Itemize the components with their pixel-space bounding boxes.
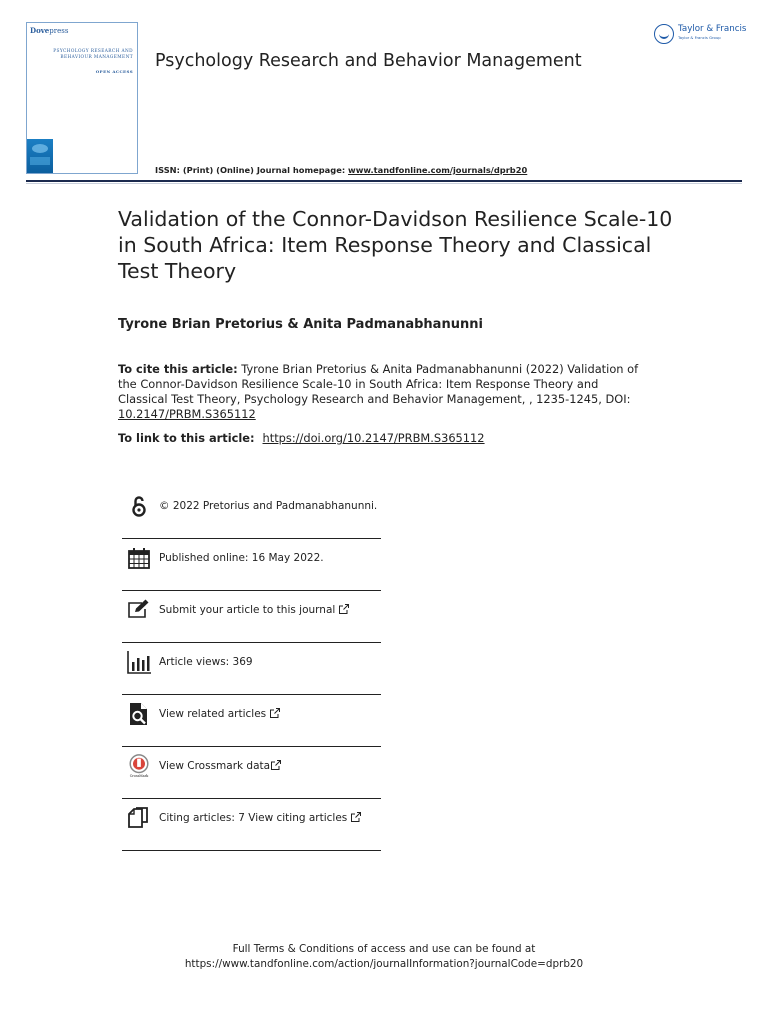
header-rule — [26, 180, 742, 182]
cover-brand: Dovepress — [30, 26, 69, 35]
external-link-icon — [339, 604, 349, 614]
cite-text: Tyrone Brian Pretorius & Anita Padmanabhanunni (2022) Validation of the Connor-Davidson Resilience Scale-10 in South Africa: Item Response Theory and Classical Test Theory, Psychology Research and Behavior Management, , 1235-1245, DOI: — [118, 362, 639, 406]
footer-line-1: Full Terms & Conditions of access and use can be found at — [232, 943, 536, 955]
issn-line: ISSN: (Print) (Online) Journal homepage: www.tandfonline.com/journals/dprb20 — [155, 165, 528, 175]
bar-chart-icon — [127, 650, 151, 674]
info-row-published — [122, 539, 381, 591]
link-line — [118, 431, 485, 445]
crossmark-link[interactable]: View Crossmark data — [159, 760, 281, 772]
footer-terms — [0, 942, 768, 971]
cover-open-access: OPEN ACCESS — [95, 69, 133, 74]
related-articles-link[interactable]: View related articles — [159, 708, 280, 720]
info-row-related[interactable] — [122, 695, 381, 747]
external-link-icon — [351, 812, 361, 822]
article-title: Validation of the Connor-Davidson Resilience Scale-10 in South Africa: Item Response Theory and Classical Test Theory — [118, 207, 673, 283]
cite-label: To cite this article: — [118, 362, 238, 376]
article-info-list — [122, 487, 381, 851]
open-access-icon — [127, 494, 151, 518]
article-views: Article views: 369 — [159, 656, 253, 668]
journal-homepage-link[interactable]: www.tandfonline.com/journals/dprb20 — [348, 165, 528, 175]
published-date: Published online: 16 May 2022. — [159, 552, 324, 564]
publisher-name: Taylor & Francis — [678, 24, 747, 34]
cover-artwork — [27, 139, 53, 173]
external-link-icon — [271, 760, 281, 770]
copyright-text: © 2022 Pretorius and Padmanabhanunni. — [159, 500, 378, 512]
publisher-group: Taylor & Francis Group — [678, 35, 721, 40]
citation-block — [118, 362, 648, 422]
info-row-citing[interactable] — [122, 799, 381, 851]
external-link-icon — [270, 708, 280, 718]
submit-article-link[interactable]: Submit your article to this journal — [159, 604, 349, 616]
related-search-icon — [127, 702, 151, 726]
journal-cover — [26, 22, 138, 174]
edit-icon — [127, 598, 151, 622]
calendar-icon — [127, 546, 151, 570]
crossmark-icon — [127, 754, 151, 778]
crossmark-caption: CrossMark — [129, 774, 149, 778]
info-row-submit[interactable] — [122, 591, 381, 643]
footer-terms-url[interactable]: https://www.tandfonline.com/action/journalInformation?journalCode=dprb20 — [184, 957, 584, 970]
doi-link[interactable]: https://doi.org/10.2147/PRBM.S365112 — [262, 431, 485, 445]
publisher-logo — [654, 23, 750, 47]
info-row-crossmark[interactable] — [122, 747, 381, 799]
cover-journal-name: PSYCHOLOGY RESEARCH AND BEHAVIOUR MANAGEMENT — [53, 49, 133, 60]
citing-articles-icon — [127, 806, 151, 830]
info-row-views — [122, 643, 381, 695]
info-row-copyright — [122, 487, 381, 539]
article-authors: Tyrone Brian Pretorius & Anita Padmanabhanunni — [118, 317, 483, 332]
citing-articles-link[interactable]: Citing articles: 7 View citing articles — [159, 812, 361, 824]
cite-doi-link[interactable]: 10.2147/PRBM.S365112 — [118, 407, 256, 421]
tf-logo-icon — [654, 24, 674, 44]
journal-title: Psychology Research and Behavior Management — [155, 51, 582, 71]
link-label: To link to this article: — [118, 431, 259, 445]
